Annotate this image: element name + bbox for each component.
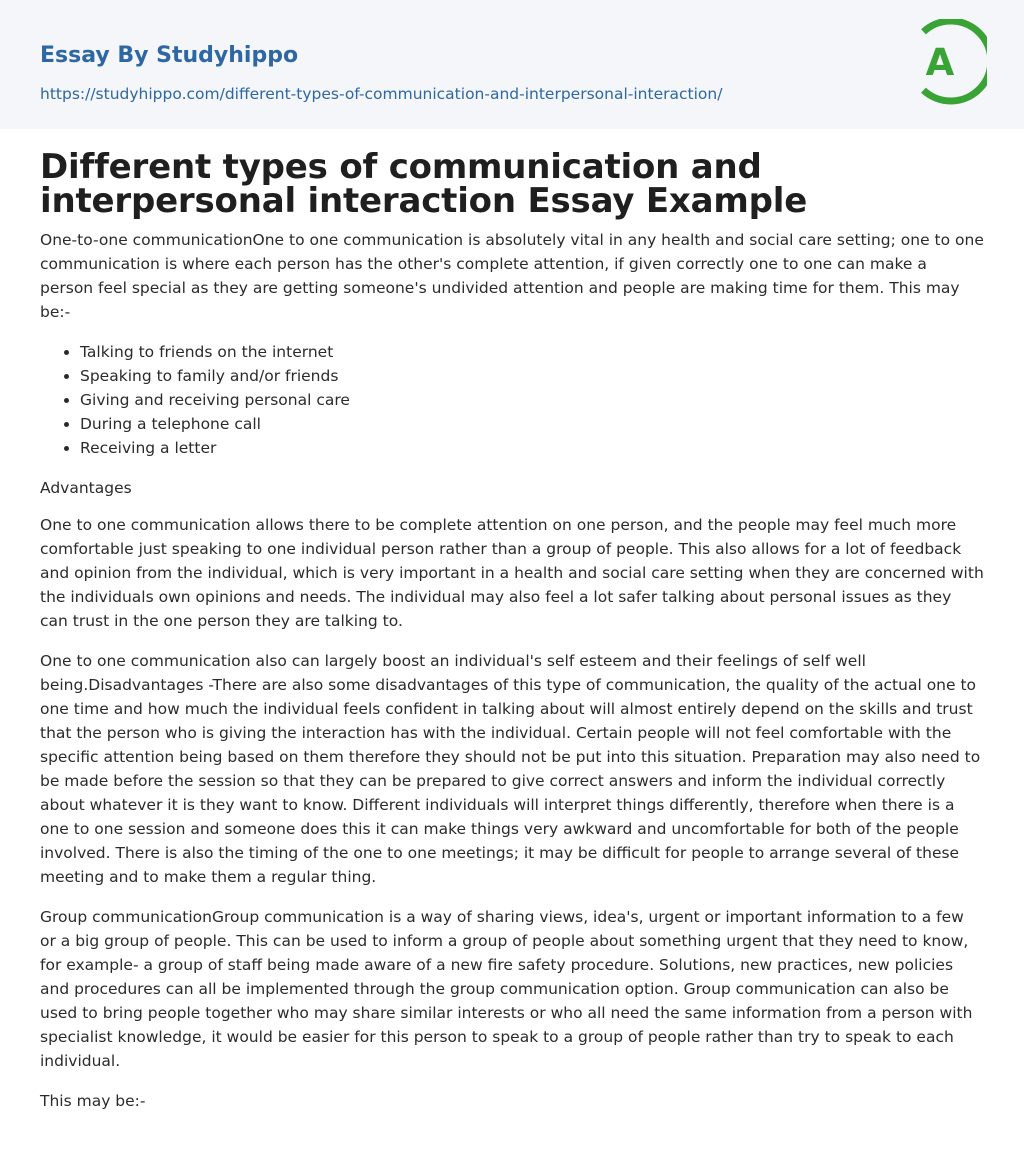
article-title: Different types of communication and interpersonal interaction Essay Example <box>40 147 808 221</box>
list-item: • Talking to friends on the internet <box>80 340 984 364</box>
site-header <box>0 0 1024 129</box>
examples-list <box>40 340 984 460</box>
list-item: • Giving and receiving personal care <box>80 388 984 412</box>
logo-letter: A <box>925 41 955 84</box>
disadvantages-paragraph: One to one communication also can largely boost an individual's self esteem and their feelings of self well being.Disadvantages -There are also some disadvantages of this type of communication, the quality of the actual one to one time and how much the individual feels confident in talking about will almost entirely depend on the skills and trust that the person who is giving the interaction has with the individual. Certain people will not feel comfortable with the specific attention being based on them therefore they should not be put into this situation. Preparation may also need to be made before the session so that they can be prepared to give correct answers and inform the individual correctly about whatever it is they want to know. Different individuals will interpret things differently, therefore when there is a one to one session and someone does this it can make things very awkward and uncomfortable for both of the people involved. There is also the timing of the one to one meetings; it may be difficult for people to arrange several of these meeting and to make them a regular thing. <box>40 652 981 886</box>
brand-title[interactable]: Essay By Studyhippo <box>40 43 299 68</box>
group-communication-paragraph: Group communicationGroup communication is a way of sharing views, idea's, urgent or important information to a few or a big group of people. This can be used to inform a group of people about something urgent that they need to know, for example- a group of staff being made aware of a new fire safety procedure. Solutions, new practices, new policies and procedures can all be implemented through the group communication option. Group communication can also be used to bring people together who may share similar interests or who all need the same information from a person with specialist knowledge, it would be easier for this person to speak to a group of people rather than try to speak to each individual. <box>40 908 973 1070</box>
closing-label: This may be:- <box>40 1092 146 1110</box>
article <box>40 147 984 1129</box>
studyhippo-logo-icon[interactable] <box>913 19 987 105</box>
intro-paragraph: One-to-one communicationOne to one communication is absolutely vital in any health and social care setting; one to one communication is where each person has the other's complete attention, if given correctly one to one can make a person feel special as they are getting someone's undivided attention and people are making time for them. This may be:- <box>40 231 984 321</box>
list-item: • Speaking to family and/or friends <box>80 364 984 388</box>
advantages-paragraph: One to one communication allows there to be complete attention on one person, and the people may feel much more comfortable just speaking to one individual person rather than a group of people. This also allows for a lot of feedback and opinion from the individual, which is very important in a health and social care setting when they are concerned with the individuals own opinions and needs. The individual may also feel a lot safer talking about personal issues as they can trust in the one person they are talking to. <box>40 516 984 630</box>
list-item: • During a telephone call <box>80 412 984 436</box>
advantages-heading: Advantages <box>40 479 132 497</box>
list-item: • Receiving a letter <box>80 436 984 460</box>
source-url-link[interactable]: https://studyhippo.com/different-types-of-communication-and-interpersonal-interaction/ <box>40 85 723 103</box>
